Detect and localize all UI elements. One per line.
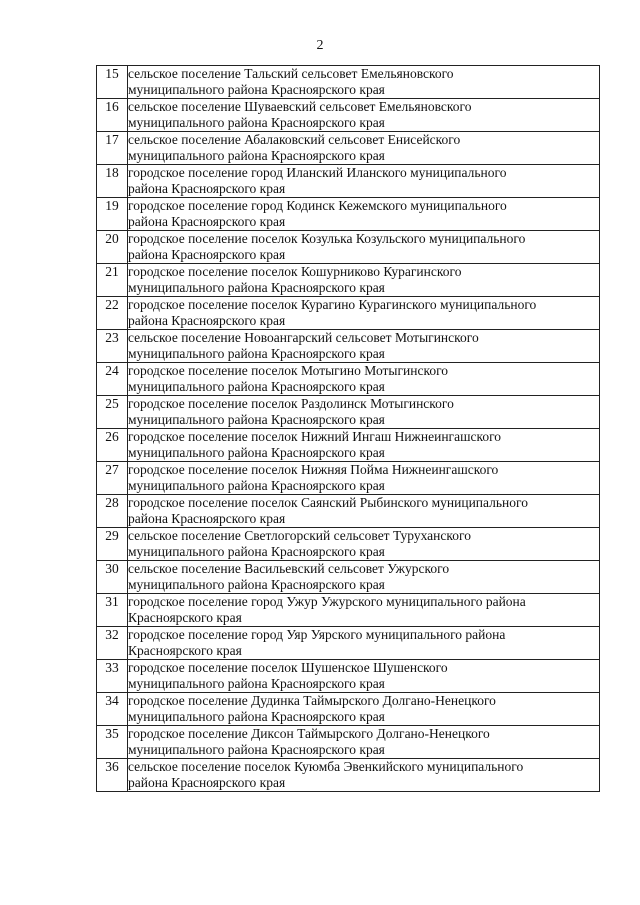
row-number: 25 — [97, 396, 128, 429]
settlement-name — [128, 99, 600, 132]
row-number: 23 — [97, 330, 128, 363]
row-number: 36 — [97, 759, 128, 792]
row-number: 19 — [97, 198, 128, 231]
table-row — [97, 264, 600, 297]
row-number: 21 — [97, 264, 128, 297]
settlement-name-line2: района Красноярского края — [128, 511, 286, 526]
settlement-name-line2: района Красноярского края — [128, 247, 286, 262]
settlements-table-body — [97, 66, 600, 792]
settlement-name-line1: сельское поселение поселок Куюмба Эвенкийского муниципального — [128, 759, 524, 774]
settlement-name-line1: городское поселение поселок Саянский Рыбинского муниципального — [128, 495, 528, 510]
settlement-name — [128, 231, 600, 264]
table-row — [97, 528, 600, 561]
settlement-name-line2: муниципального района Красноярского края — [128, 82, 385, 97]
table-row — [97, 297, 600, 330]
settlement-name-line2: муниципального района Красноярского края — [128, 148, 385, 163]
row-number: 22 — [97, 297, 128, 330]
settlement-name-line1: городское поселение поселок Кошурниково Курагинского — [128, 264, 462, 279]
table-row — [97, 66, 600, 99]
table-row — [97, 330, 600, 363]
settlement-name-line1: сельское поселение Тальский сельсовет Емельяновского — [128, 66, 454, 81]
row-number: 16 — [97, 99, 128, 132]
settlement-name-line2: муниципального района Красноярского края — [128, 742, 385, 757]
row-number: 17 — [97, 132, 128, 165]
settlement-name-line2: района Красноярского края — [128, 313, 286, 328]
settlement-name-line1: городское поселение поселок Мотыгино Мотыгинского — [128, 363, 449, 378]
settlement-name-line1: городское поселение поселок Курагино Курагинского муниципального — [128, 297, 537, 312]
settlement-name-line1: городское поселение город Ужур Ужурского муниципального района — [128, 594, 526, 609]
settlement-name-line1: городское поселение город Иланский Иланского муниципального — [128, 165, 507, 180]
settlement-name — [128, 165, 600, 198]
settlement-name-line1: городское поселение город Уяр Уярского муниципального района — [128, 627, 506, 642]
settlement-name — [128, 528, 600, 561]
settlement-name-line1: сельское поселение Новоангарский сельсовет Мотыгинского — [128, 330, 479, 345]
settlement-name-line2: района Красноярского края — [128, 214, 286, 229]
row-number: 24 — [97, 363, 128, 396]
table-row — [97, 462, 600, 495]
settlement-name-line2: муниципального района Красноярского края — [128, 445, 385, 460]
settlement-name-line2: муниципального района Красноярского края — [128, 379, 385, 394]
row-number: 26 — [97, 429, 128, 462]
table-row — [97, 132, 600, 165]
table-row — [97, 726, 600, 759]
row-number: 20 — [97, 231, 128, 264]
settlement-name — [128, 660, 600, 693]
table-row — [97, 363, 600, 396]
settlement-name-line1: городское поселение поселок Нижний Ингаш Нижнеингашского — [128, 429, 502, 444]
table-row — [97, 561, 600, 594]
settlement-name — [128, 132, 600, 165]
settlement-name — [128, 726, 600, 759]
row-number: 18 — [97, 165, 128, 198]
settlement-name-line2: муниципального района Красноярского края — [128, 676, 385, 691]
row-number: 28 — [97, 495, 128, 528]
settlement-name-line2: района Красноярского края — [128, 181, 286, 196]
settlement-name — [128, 264, 600, 297]
settlement-name-line1: городское поселение Дудинка Таймырского Долгано-Ненецкого — [128, 693, 496, 708]
settlement-name-line1: сельское поселение Абалаковский сельсовет Енисейского — [128, 132, 461, 147]
settlement-name-line1: городское поселение поселок Нижняя Пойма Нижнеингашского — [128, 462, 499, 477]
table-row — [97, 759, 600, 792]
table-row — [97, 429, 600, 462]
row-number: 30 — [97, 561, 128, 594]
settlement-name-line2: Красноярского края — [128, 643, 242, 658]
row-number: 34 — [97, 693, 128, 726]
table-row — [97, 594, 600, 627]
settlement-name-line2: района Красноярского края — [128, 775, 286, 790]
settlement-name — [128, 627, 600, 660]
settlement-name — [128, 429, 600, 462]
settlement-name-line1: городское поселение поселок Шушенское Шушенского — [128, 660, 448, 675]
table-row — [97, 99, 600, 132]
settlement-name-line1: сельское поселение Шуваевский сельсовет Емельяновского — [128, 99, 472, 114]
row-number: 27 — [97, 462, 128, 495]
settlement-name-line1: городское поселение Диксон Таймырского Долгано-Ненецкого — [128, 726, 490, 741]
table-row — [97, 693, 600, 726]
settlement-name — [128, 297, 600, 330]
table-row — [97, 165, 600, 198]
settlement-name-line1: городское поселение поселок Раздолинск Мотыгинского — [128, 396, 454, 411]
settlement-name-line2: муниципального района Красноярского края — [128, 412, 385, 427]
settlement-name-line2: Красноярского края — [128, 610, 242, 625]
settlement-name — [128, 396, 600, 429]
row-number: 15 — [97, 66, 128, 99]
settlement-name-line1: городское поселение город Кодинск Кежемского муниципального — [128, 198, 507, 213]
settlement-name-line2: муниципального района Красноярского края — [128, 115, 385, 130]
settlement-name-line1: сельское поселение Васильевский сельсовет Ужурского — [128, 561, 450, 576]
settlement-name — [128, 198, 600, 231]
table-row — [97, 198, 600, 231]
table-row — [97, 231, 600, 264]
settlement-name-line1: сельское поселение Светлогорский сельсовет Туруханского — [128, 528, 471, 543]
row-number: 33 — [97, 660, 128, 693]
row-number: 32 — [97, 627, 128, 660]
settlement-name — [128, 330, 600, 363]
page-number: 2 — [316, 38, 324, 53]
settlements-table — [96, 65, 600, 792]
settlement-name-line2: муниципального района Красноярского края — [128, 544, 385, 559]
settlement-name — [128, 495, 600, 528]
settlement-name-line2: муниципального района Красноярского края — [128, 709, 385, 724]
settlement-name — [128, 693, 600, 726]
row-number: 35 — [97, 726, 128, 759]
table-row — [97, 495, 600, 528]
table-row — [97, 396, 600, 429]
settlement-name-line2: муниципального района Красноярского края — [128, 280, 385, 295]
settlement-name — [128, 363, 600, 396]
settlement-name-line2: муниципального района Красноярского края — [128, 577, 385, 592]
settlement-name — [128, 462, 600, 495]
settlement-name — [128, 561, 600, 594]
row-number: 31 — [97, 594, 128, 627]
settlement-name-line2: муниципального района Красноярского края — [128, 478, 385, 493]
table-row — [97, 627, 600, 660]
settlement-name-line1: городское поселение поселок Козулька Козульского муниципального — [128, 231, 526, 246]
row-number: 29 — [97, 528, 128, 561]
settlement-name — [128, 594, 600, 627]
settlement-name-line2: муниципального района Красноярского края — [128, 346, 385, 361]
settlement-name — [128, 66, 600, 99]
table-row — [97, 660, 600, 693]
settlement-name — [128, 759, 600, 792]
